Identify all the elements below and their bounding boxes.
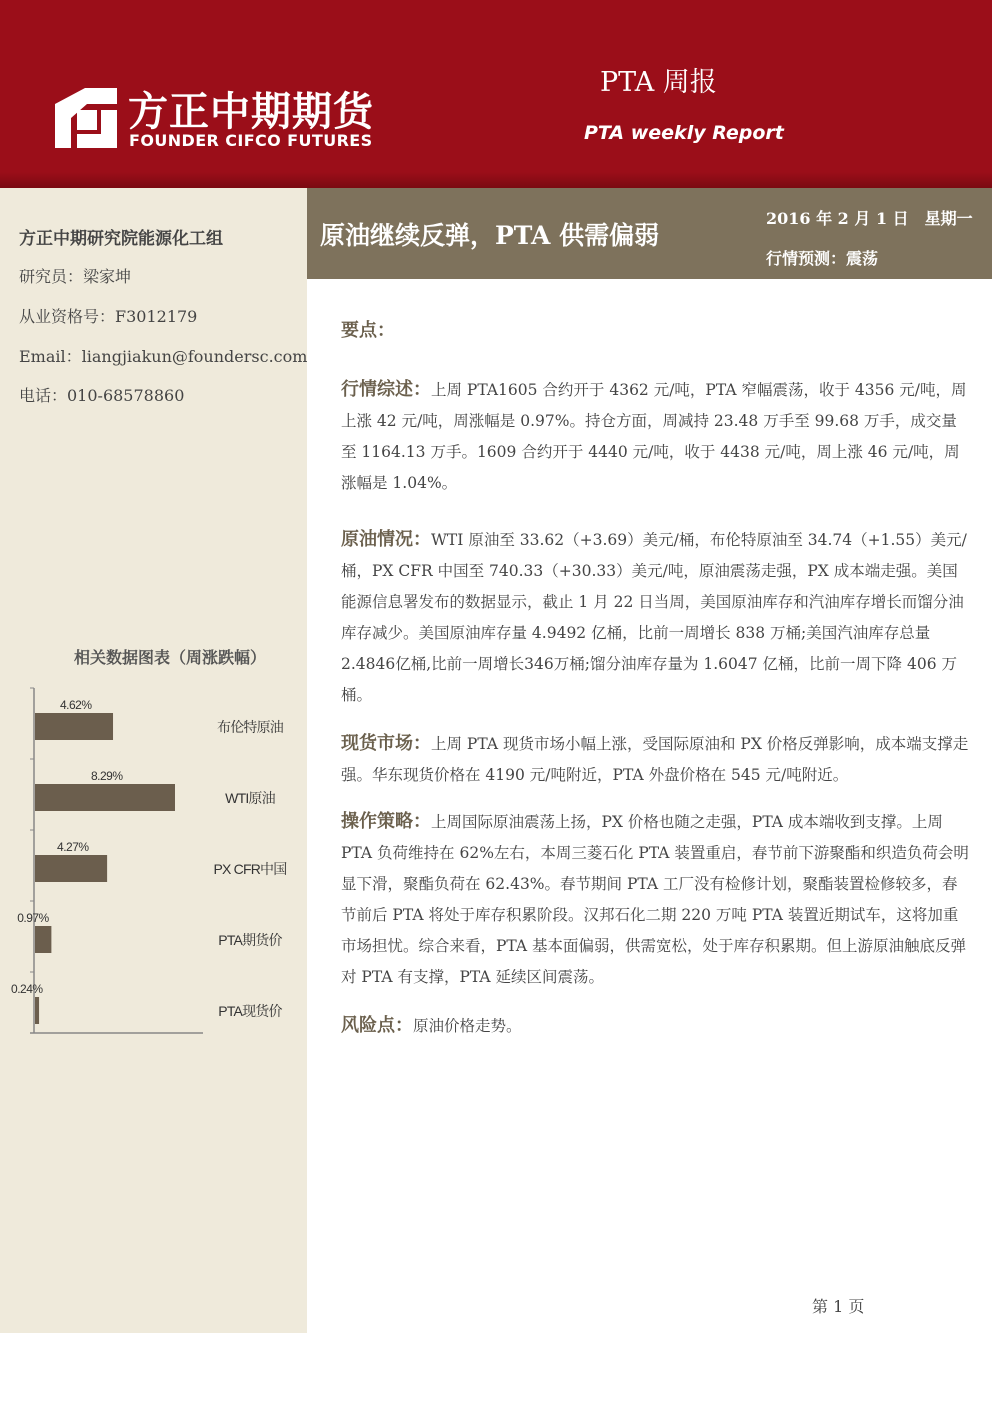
bar-2: [35, 784, 175, 811]
researcher-name: 研究员：梁家坤: [19, 267, 132, 286]
section-body: WTI 原油至 33.62（+3.69）美元/桶，布伦特原油至 34.74（+1.55）美元/桶，PX CFR 中国至 740.33（+30.33）美元/吨，原油震荡走强，PX 成本端走强。美国能源信息署发布的数据显示，截止 1 月 22 日当周，美国原油库存和汽油库存增长而馏分油库存减少。美国原油库存量 4.9492 亿桶，比前一周增长 838 万桶;美国汽油库存总量2.4846亿桶,比前一周增长346万桶;馏分油库存量为 1.6047 亿桶，比前一周下降 406 万桶。: [341, 531, 967, 704]
market-forecast: 行情预测：震荡: [766, 249, 879, 268]
chart-title: 相关数据图表（周涨跌幅）: [74, 648, 267, 667]
weekly-change-bar-chart: [0, 680, 307, 1060]
section-heading: 风险点：: [341, 1015, 413, 1036]
page-number: 第 1 页: [812, 1297, 865, 1316]
bar-3: [35, 855, 107, 882]
category-label: PX CFR中国: [213, 861, 287, 877]
report-title-cn: PTA 周报: [600, 67, 717, 98]
section-market-overview: [341, 374, 969, 499]
section-crude-oil: [341, 524, 969, 711]
report-date: 2016 年 2 月 1 日 星期一: [766, 209, 973, 228]
section-body: 上周国际原油震荡上扬，PX 价格也随之走强，PTA 成本端收到支撑。上周 PTA 负荷维持在 62%左右，本周三菱石化 PTA 装置重启，春节前下游聚酯和织造负荷会明显下滑，聚酯负荷在 62.43%。春节期间 PTA 工厂没有检修计划，聚酯装置检修较多，春节前后 PTA 将处于库存积累阶段。汉邦石化二期 220 万吨 PTA 装置近期试车，这将加重市场担忧。综合来看，PTA 基本面偏弱，供需宽松，处于库存积累期。但上游原油触底反弹对 PTA 有支撑，PTA 延续区间震荡。: [341, 813, 969, 986]
logo-text-en: FOUNDER CIFCO FUTURES: [129, 131, 373, 150]
category-label: PTA现货价: [218, 1003, 282, 1019]
category-label: PTA期货价: [218, 932, 282, 948]
license-number: 从业资格号：F3012179: [19, 307, 198, 326]
department-name: 方正中期研究院能源化工组: [19, 229, 223, 249]
bar-4: [35, 926, 51, 953]
founder-logo-icon: [55, 88, 117, 148]
section-heading: 原油情况：: [341, 529, 431, 550]
section-heading: 行情综述：: [341, 379, 431, 400]
phone-contact: 电话：010-68578860: [19, 386, 185, 405]
section-risk: [341, 1010, 969, 1042]
report-headline: 原油继续反弹，PTA 供需偏弱: [320, 221, 660, 250]
key-points-heading: 要点：: [341, 320, 395, 341]
data-label: 0.24%: [11, 982, 43, 996]
report-title-en: PTA weekly Report: [584, 122, 784, 144]
data-label: 4.27%: [57, 840, 89, 854]
data-label: 0.97%: [17, 911, 49, 925]
section-heading: 操作策略：: [341, 811, 431, 832]
category-label: WTI原油: [225, 790, 275, 806]
section-spot-market: [341, 728, 969, 791]
bar-1: [35, 713, 113, 740]
section-body: 原油价格走势。: [413, 1017, 522, 1035]
header-shadow-strip: [0, 172, 992, 188]
section-body: 上周 PTA1605 合约开于 4362 元/吨，PTA 窄幅震荡，收于 4356 元/吨，周上涨 42 元/吨，周涨幅是 0.97%。持仓方面，周减持 23.48 万手至 99.68 万手，成交量至 1164.13 万手。1609 合约开于 4440 元/吨，收于 4438 元/吨，周上涨 46 元/吨，周涨幅是 1.04%。: [341, 381, 967, 492]
bar-5: [35, 997, 39, 1024]
category-label: 布伦特原油: [217, 719, 283, 735]
logo-text-cn: 方正中期期货: [128, 89, 374, 135]
data-label: 8.29%: [91, 769, 123, 783]
section-heading: 现货市场：: [341, 733, 431, 754]
section-strategy: [341, 806, 969, 993]
email-contact: Email：liangjiakun@foundersc.com: [19, 347, 308, 366]
data-label: 4.62%: [60, 698, 92, 712]
section-body: 上周 PTA 现货市场小幅上涨，受国际原油和 PX 价格反弹影响，成本端支撑走强。华东现货价格在 4190 元/吨附近，PTA 外盘价格在 545 元/吨附近。: [341, 735, 969, 784]
